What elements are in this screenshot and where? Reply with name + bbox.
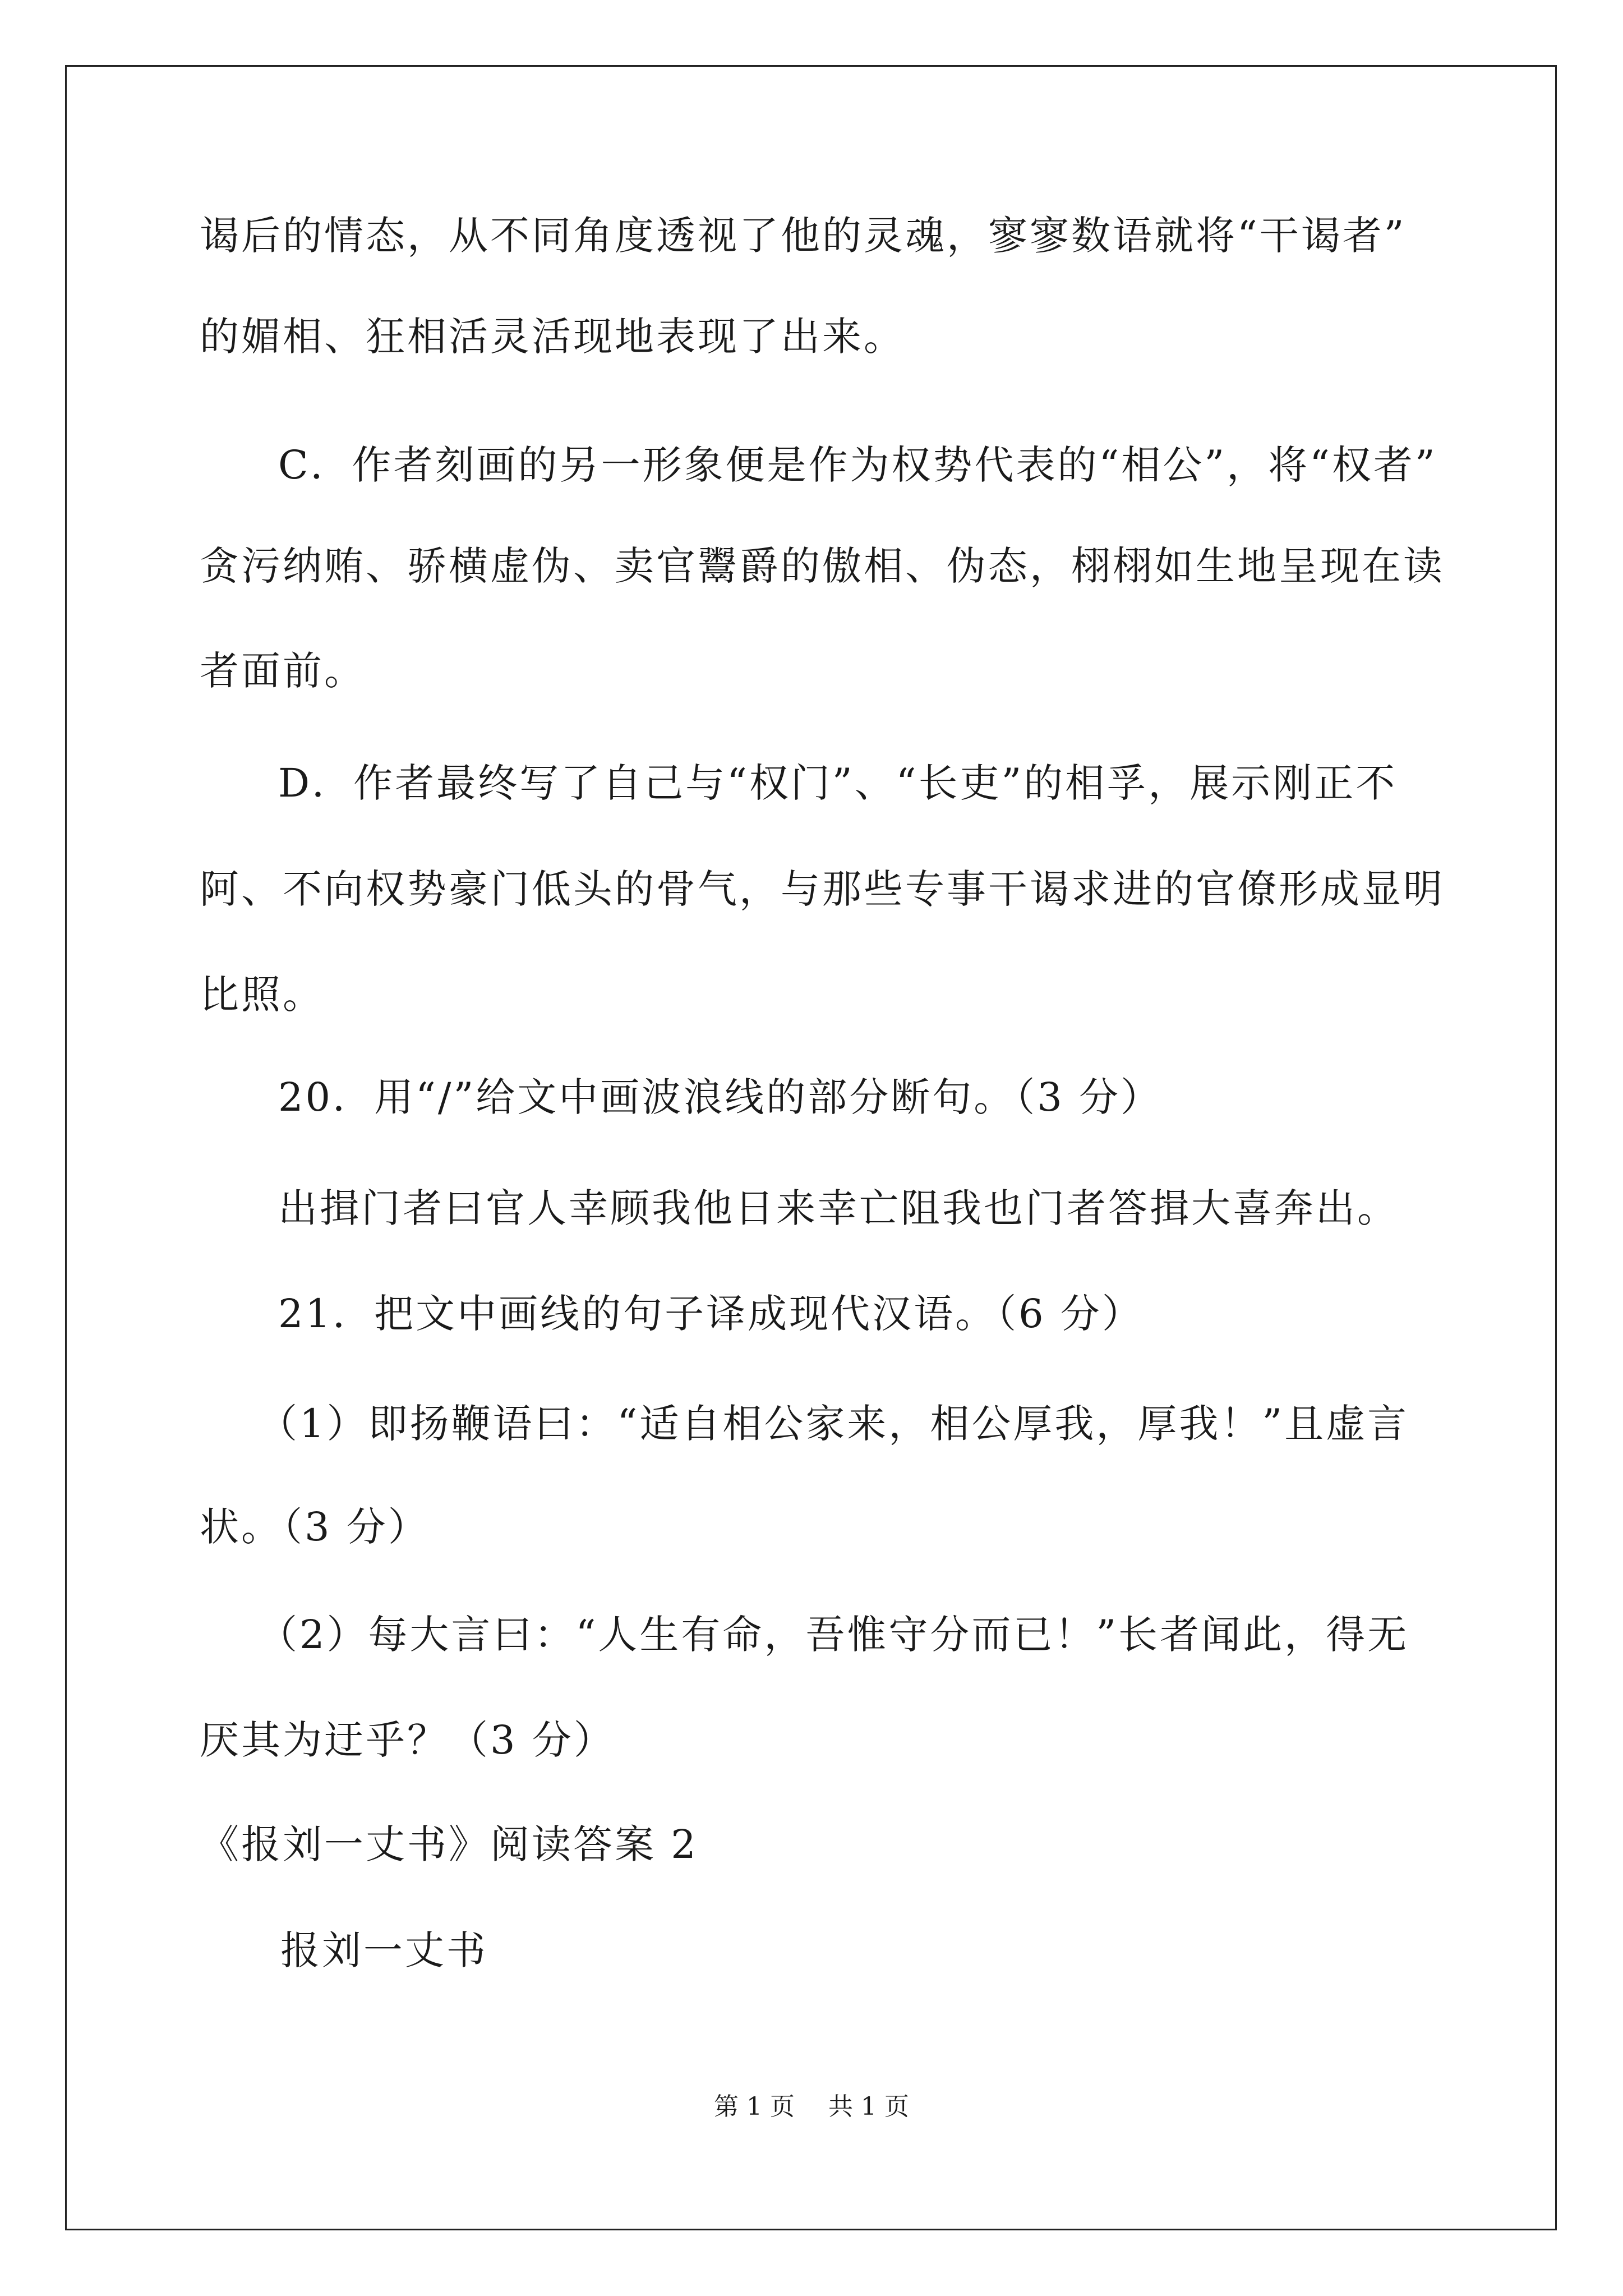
text-line: 者面前。: [200, 648, 366, 694]
sub-question-2: （2）每大言曰：“人生有命，吾惟守分而已！”长者闻此，得无: [258, 1612, 1409, 1658]
text-line: 的媚相、狂相活灵活现地表现了出来。: [200, 314, 905, 360]
text-line: 阿、不向权势豪门低头的骨气，与那些专事干谒求进的官僚形成显明: [200, 866, 1445, 912]
text-line: 状。（3 分）: [200, 1504, 430, 1550]
subtitle: 报刘一丈书: [280, 1927, 488, 1973]
sub-question-1: （1）即扬鞭语曰：“适自相公家来，相公厚我，厚我！”且虚言: [258, 1401, 1409, 1447]
text-line: 谒后的情态，从不同角度透视了他的灵魂，寥寥数语就将“干谒者”: [200, 213, 1407, 259]
section-title: 《报刘一丈书》阅读答案 2: [200, 1821, 698, 1867]
text-line: 贪污纳贿、骄横虚伪、卖官鬻爵的傲相、伪态，栩栩如生地呈现在读: [200, 543, 1445, 589]
text-line: 比照。: [200, 972, 324, 1018]
question-20: 20．用“/”给文中画波浪线的部分断句。（3 分）: [278, 1074, 1163, 1120]
text-line: C．作者刻画的另一形象便是作为权势代表的“相公”，将“权者”: [278, 442, 1437, 488]
page-border: [65, 65, 1557, 2230]
text-line: D．作者最终写了自己与“权门”、“长吏”的相孚，展示刚正不: [278, 760, 1398, 806]
page-footer: [0, 2091, 1623, 2123]
text-line: 出揖门者曰官人幸顾我他日来幸亡阻我也门者答揖大喜奔出。: [278, 1185, 1399, 1231]
question-21: 21．把文中画线的句子译成现代汉语。（6 分）: [278, 1291, 1144, 1337]
page-number: 第 1 页: [714, 2092, 795, 2121]
page-total: 共 1 页: [828, 2092, 909, 2121]
text-line: 厌其为迂乎？（3 分）: [200, 1717, 615, 1763]
